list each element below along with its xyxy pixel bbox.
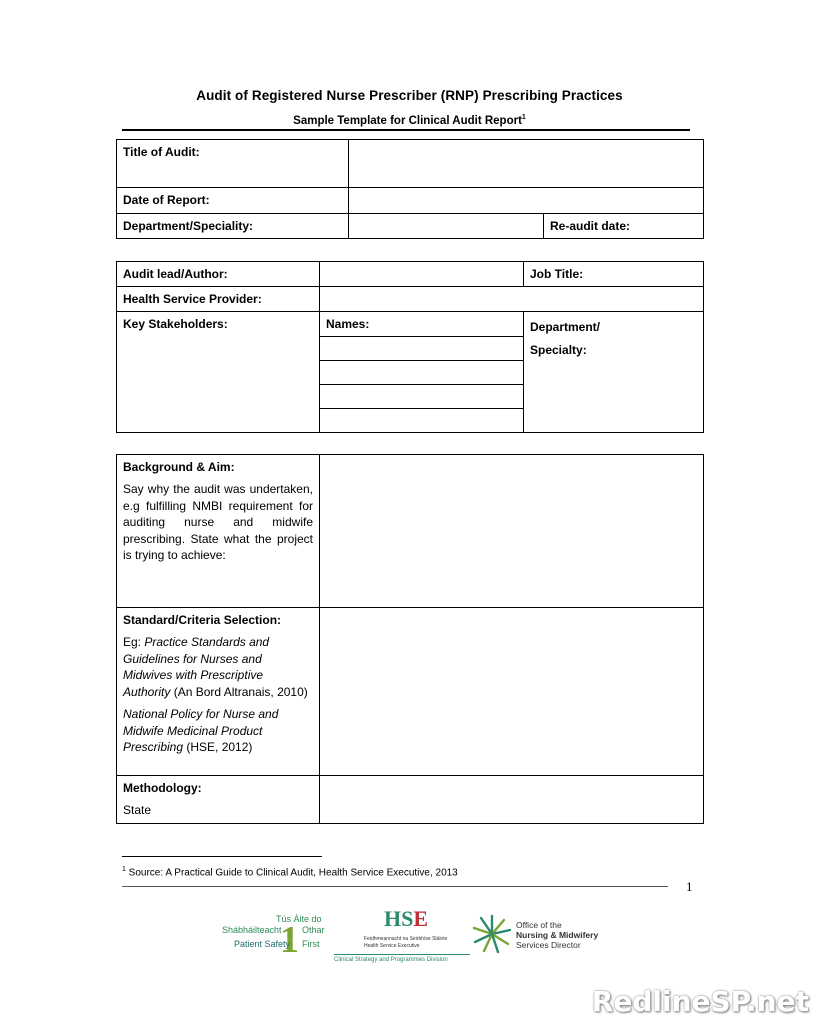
- background-aim-description: Say why the audit was undertaken, e.g fulfilling NMBI requirement for auditing nurse and midwife prescribing. State what the project is trying to achieve:: [123, 482, 313, 562]
- patient-safety-line3: Patient Safety: [234, 939, 291, 949]
- stakeholder-name-field[interactable]: [320, 337, 524, 361]
- methodology-description: State: [123, 803, 152, 817]
- onmsd-line3: Services Director: [516, 940, 581, 950]
- stakeholder-name-field[interactable]: [320, 409, 524, 433]
- footnote: [122, 866, 458, 878]
- department-specialty-cell[interactable]: [524, 312, 704, 433]
- department-label-line1: Department/: [530, 320, 601, 334]
- hse-irish-name: Feidhmeannacht na Seirbhíse Sláinte: [364, 936, 448, 942]
- footer-rule: [122, 886, 668, 887]
- subtitle-footnote-marker: 1: [521, 114, 526, 121]
- names-header: Names:: [320, 312, 524, 337]
- re-audit-date-field[interactable]: [544, 214, 704, 239]
- methodology-cell: [117, 776, 320, 824]
- job-title-field[interactable]: [524, 262, 704, 287]
- document-subtitle: [0, 114, 819, 127]
- hse-english-name: Health Service Executive: [364, 943, 420, 949]
- document-title: Audit of Registered Nurse Prescriber (RNP) Prescribing Practices: [196, 88, 623, 103]
- onmsd-line2: Nursing & Midwifery: [516, 930, 599, 940]
- audit-info-table: [116, 139, 704, 239]
- header-rule: [122, 129, 690, 131]
- audit-lead-table: [116, 261, 704, 433]
- footnote-marker: 1: [122, 866, 126, 873]
- stakeholder-name-field[interactable]: [320, 361, 524, 385]
- hse-mark: [384, 906, 428, 932]
- audit-content-table: [116, 454, 704, 824]
- key-stakeholders-label: Key Stakeholders:: [117, 312, 320, 433]
- patient-safety-logo: [222, 914, 337, 960]
- onmsd-starburst-icon: [472, 914, 512, 954]
- title-of-audit-label: Title of Audit:: [117, 140, 349, 188]
- standard-criteria-field[interactable]: [320, 608, 704, 776]
- methodology-field[interactable]: [320, 776, 704, 824]
- footnote-rule: [122, 856, 322, 857]
- standard-eg: Eg:: [123, 635, 145, 649]
- footnote-text: Source: A Practical Guide to Clinical Audit, Health Service Executive, 2013: [125, 867, 458, 879]
- hse-mark-hs: HS: [384, 906, 414, 931]
- hse-division: Clinical Strategy and Programmes Division: [334, 957, 448, 963]
- department-speciality-field[interactable]: [349, 214, 544, 239]
- patient-safety-number: 1: [280, 919, 299, 961]
- health-service-provider-field[interactable]: [320, 287, 704, 312]
- standard-ref2-source: (HSE, 2012): [183, 740, 253, 754]
- date-of-report-label: Date of Report:: [117, 188, 349, 214]
- standard-ref2-title: National Policy for Nurse and Midwife Medicinal Product Prescribing: [123, 707, 279, 754]
- patient-safety-line1: Tús Áite do: [276, 914, 322, 924]
- methodology-label: Methodology:: [123, 781, 202, 795]
- standard-criteria-label: Standard/Criteria Selection:: [123, 613, 282, 627]
- audit-lead-field[interactable]: [320, 262, 524, 287]
- watermark: RedlineSP.net: [591, 985, 809, 1018]
- title-of-audit-field[interactable]: [349, 140, 704, 188]
- patient-safety-line3b: First: [302, 939, 320, 949]
- standard-criteria-cell: [117, 608, 320, 776]
- patient-safety-line2: Shábháilteacht: [222, 925, 282, 935]
- health-service-provider-label: Health Service Provider:: [117, 287, 320, 312]
- patient-safety-line2b: Othar: [302, 925, 325, 935]
- standard-ref1-source: (An Bord Altranais, 2010): [170, 684, 308, 699]
- hse-divider: [334, 954, 470, 955]
- background-aim-label: Background & Aim:: [123, 460, 235, 474]
- department-label-line2: Specialty:: [530, 343, 587, 357]
- re-audit-date-label: Re-audit date:: [550, 219, 631, 233]
- onmsd-logo: [472, 912, 602, 956]
- audit-lead-label: Audit lead/Author:: [117, 262, 320, 287]
- background-aim-cell: [117, 455, 320, 608]
- hse-logo: [332, 906, 472, 964]
- stakeholder-name-field[interactable]: [320, 385, 524, 409]
- department-speciality-label: Department/Speciality:: [117, 214, 349, 239]
- standard-reference-2: [123, 706, 313, 756]
- standard-ref1-title: Practice Standards and Guidelines for Nurses and Midwives with Prescriptive Authority: [123, 635, 270, 699]
- background-aim-field[interactable]: [320, 455, 704, 608]
- job-title-label: Job Title:: [530, 267, 584, 281]
- standard-reference-1: [123, 634, 313, 700]
- subtitle-text: Sample Template for Clinical Audit Report: [293, 114, 522, 127]
- date-of-report-field[interactable]: [349, 188, 704, 214]
- hse-mark-e: E: [413, 906, 429, 931]
- onmsd-line1: Office of the: [516, 920, 562, 930]
- page-number: 1: [686, 879, 693, 894]
